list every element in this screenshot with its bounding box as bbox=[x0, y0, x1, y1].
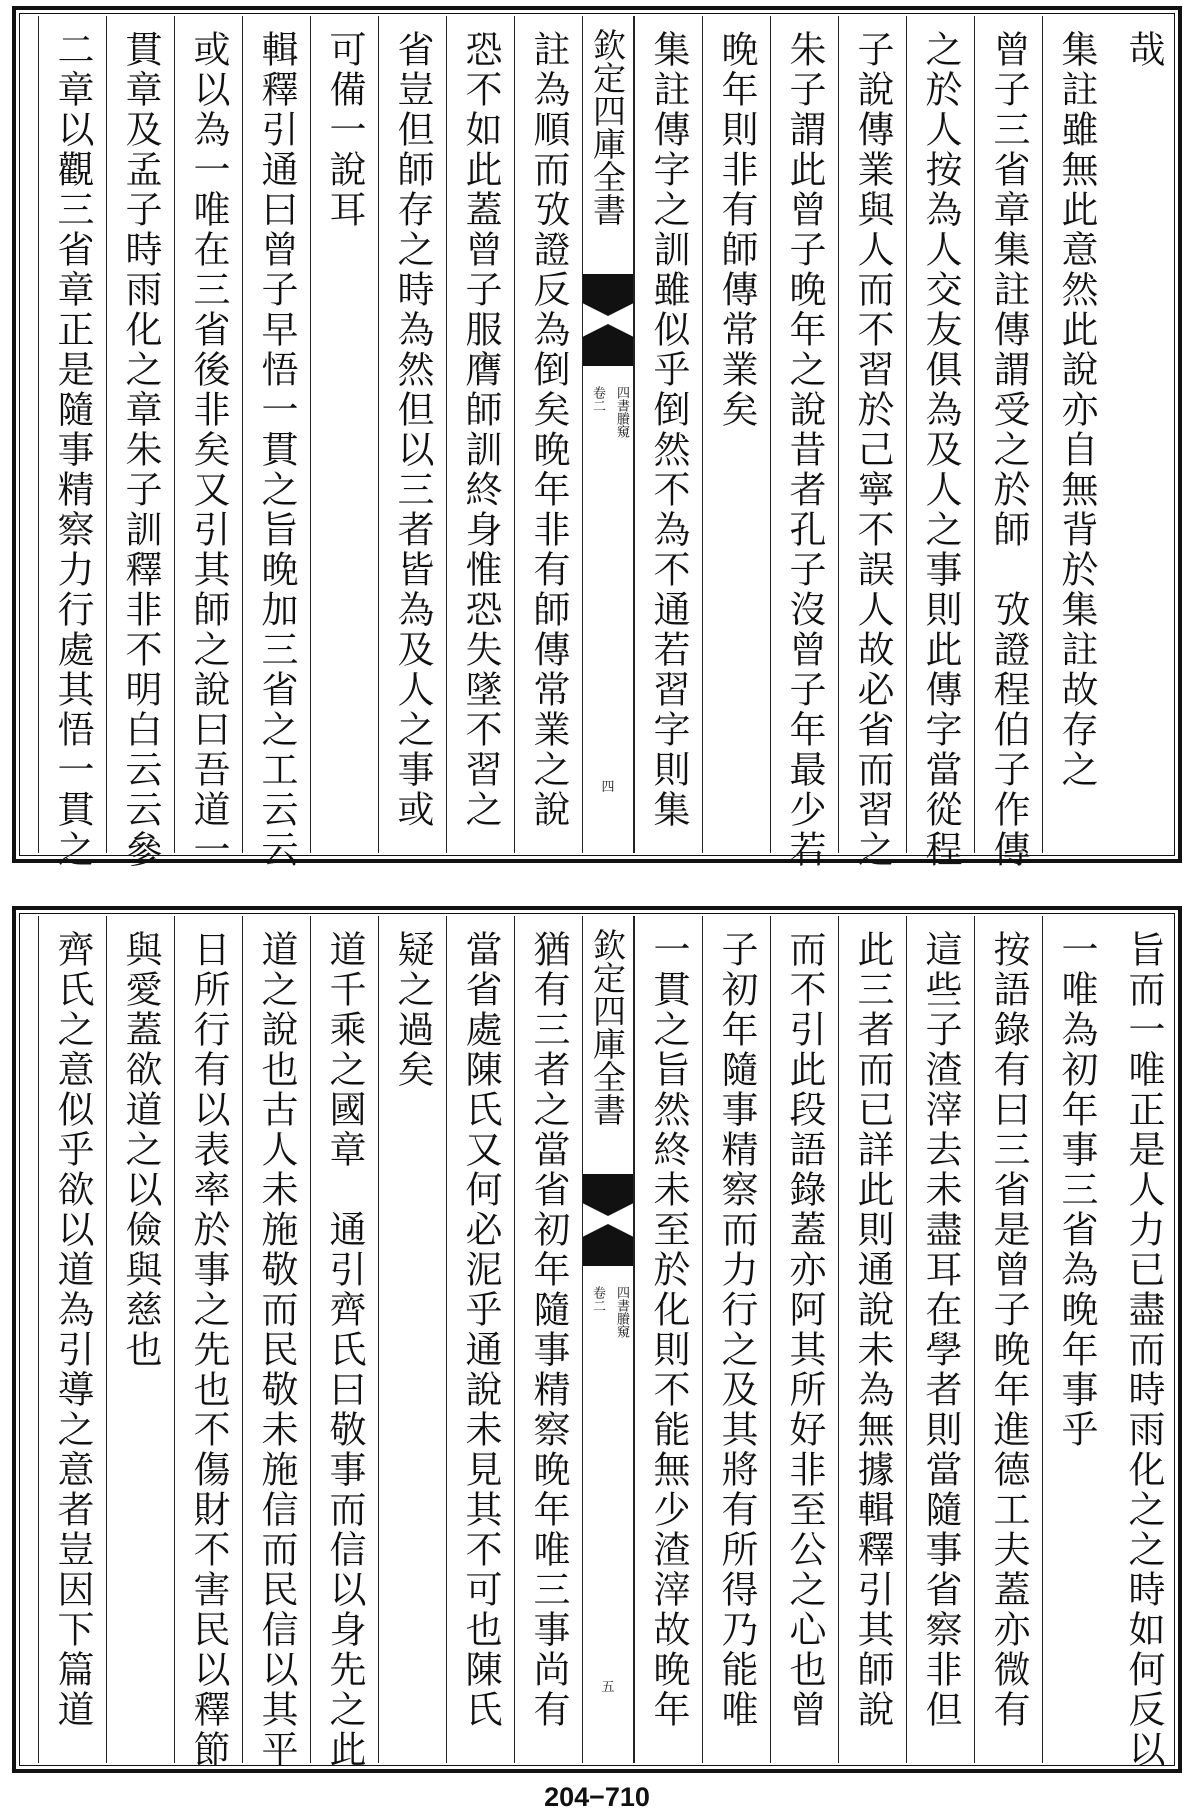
volume-label: 卷二 bbox=[590, 1286, 605, 1312]
text-column: 晚年則非有師傳常業矣 bbox=[702, 16, 770, 853]
text-column: 集註雖無此意然此說亦自無背於集註故存之 bbox=[1042, 16, 1110, 853]
text-column: 一唯為初年事三省為晚年事乎 bbox=[1042, 916, 1110, 1763]
text-column: 二章以觀三省章正是隨事精察力行處其悟一貫之 bbox=[38, 16, 106, 853]
text-column: 曾子三省章集註傳謂受之於師 攷證程伯子作傳 bbox=[974, 16, 1042, 853]
fish-tail-ornament-icon bbox=[583, 1174, 633, 1216]
fish-tail-ornament-icon bbox=[583, 1224, 633, 1266]
book-series-title: 欽定四庫全書 bbox=[588, 28, 627, 226]
text-column: 齊氏之意似乎欲以道為引導之意者豈因下篇道 bbox=[38, 916, 106, 1763]
text-column: 省豈但師存之時為然但以三者皆為及人之事或 bbox=[378, 16, 446, 853]
book-title: 四書賸窺 bbox=[614, 386, 629, 438]
upper-page-columns bbox=[22, 16, 1172, 870]
book-series-title: 欽定四庫全書 bbox=[588, 928, 627, 1126]
text-column: 按語錄有曰三省是曾子晚年進德工夫蓋亦微有 bbox=[974, 916, 1042, 1763]
text-column: 此三者而已詳此則通說未為無據輯釋引其師說 bbox=[838, 916, 906, 1763]
text-column: 恐不如此蓋曾子服膺師訓終身惟恐失墜不習之 bbox=[446, 16, 514, 853]
book-title: 四書賸窺 bbox=[614, 1286, 629, 1338]
text-column: 道千乘之國章 通引齊氏曰敬事而信以身先之此 bbox=[310, 916, 378, 1763]
text-column: 或以為一唯在三省後非矣又引其師之說曰吾道一 bbox=[174, 16, 242, 853]
folio-number: 四 bbox=[601, 780, 615, 795]
text-column: 哉 bbox=[1122, 30, 1165, 70]
fish-tail-ornament-icon bbox=[583, 324, 633, 366]
center-spine bbox=[582, 16, 634, 853]
text-column: 貫章及孟子時雨化之章朱子訓釋非不明白云云參 bbox=[106, 16, 174, 853]
folio-number: 五 bbox=[601, 1680, 615, 1695]
text-column: 朱子謂此曾子晚年之說昔者孔子沒曾子年最少若 bbox=[770, 16, 838, 853]
text-column: 疑之過矣 bbox=[378, 916, 446, 1763]
text-column: 子說傳業與人而不習於己寧不誤人故必省而習之 bbox=[838, 16, 906, 853]
reprint-page-number: 204−710 bbox=[544, 1782, 650, 1812]
text-column: 道之說也古人未施敬而民敬未施信而民信以其平 bbox=[242, 916, 310, 1763]
lower-page bbox=[12, 906, 1182, 1773]
text-column: 日所行有以表率於事之先也不傷財不害民以釋節 bbox=[174, 916, 242, 1763]
text-column: 子初年隨事精察而力行之及其將有所得乃能唯 bbox=[702, 916, 770, 1763]
center-spine bbox=[582, 916, 634, 1763]
text-column: 之於人按為人交友俱為及人之事則此傳字當從程 bbox=[906, 16, 974, 853]
text-column: 可備一說耳 bbox=[310, 16, 378, 853]
volume-label: 卷二 bbox=[590, 386, 605, 412]
text-column: 當省處陳氏又何必泥乎通說未見其不可也陳氏 bbox=[446, 916, 514, 1763]
text-column: 而不引此段語錄蓋亦阿其所好非至公之心也曾 bbox=[770, 916, 838, 1763]
fish-tail-ornament-icon bbox=[583, 274, 633, 316]
text-column: 旨而一唯正是人力已盡而時雨化之之時如何反以 bbox=[1122, 930, 1165, 1770]
text-column: 一貫之旨然終未至於化則不能無少渣滓故晚年 bbox=[634, 916, 702, 1763]
text-column: 與愛蓋欲道之以儉與慈也 bbox=[106, 916, 174, 1763]
text-column: 猶有三者之當省初年隨事精察晚年唯三事尚有 bbox=[514, 916, 582, 1763]
lower-page-columns bbox=[22, 916, 1172, 1770]
text-column: 集註傳字之訓雖似乎倒然不為不通若習字則集 bbox=[634, 16, 702, 853]
text-column: 註為順而攷證反為倒矣晚年非有師傳常業之說 bbox=[514, 16, 582, 853]
upper-page bbox=[12, 6, 1182, 870]
text-column: 輯釋引通曰曾子早悟一貫之旨晚加三省之工云云 bbox=[242, 16, 310, 853]
text-column: 這些子渣滓去未盡耳在學者則當隨事省察非但 bbox=[906, 916, 974, 1763]
